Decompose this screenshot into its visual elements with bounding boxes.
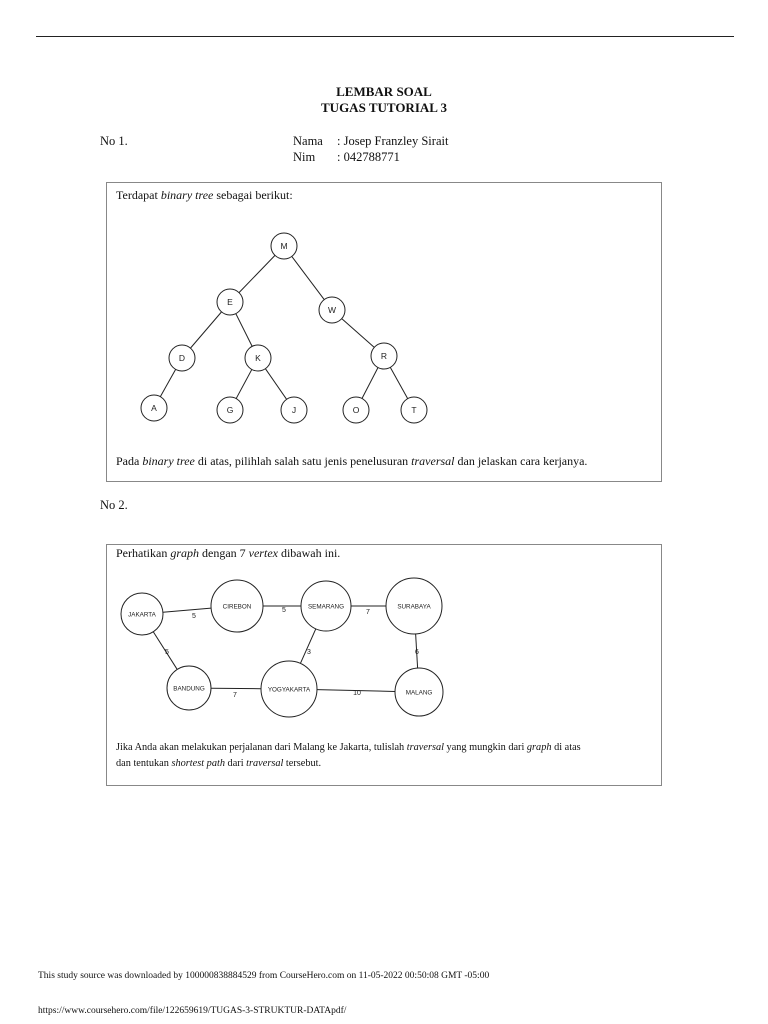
graph-edge-weight-semarang-yogyakarta: 3 xyxy=(307,649,311,656)
graph-edge-weight-yogyakarta-malang: 10 xyxy=(353,690,361,697)
tree-node-label-o: O xyxy=(352,405,360,415)
question-1-prompt: Pada binary tree di atas, pilihlah salah satu jenis penelusuran traversal dan jelaskan cara kerjanya. xyxy=(116,454,588,468)
tree-edge-r-o xyxy=(362,368,378,399)
graph-node-label-cirebon: CIREBON xyxy=(222,603,252,611)
graph-edge-weight-cirebon-semarang: 5 xyxy=(282,607,286,614)
question-1-label: No 1. xyxy=(100,134,128,148)
tree-node-label-g: G xyxy=(226,405,234,415)
tree-edge-e-d xyxy=(190,312,221,348)
download-note: This study source was downloaded by 100000838884529 from CourseHero.com on 11-05-2022 00:50:08 GMT -05:00 xyxy=(38,971,490,981)
graph-edge-weight-jakarta-bandung: 5 xyxy=(165,649,169,656)
graph-diagram xyxy=(106,544,662,729)
question-2-prompt-line-2: dan tentukan shortest path dari traversal tersebut. xyxy=(116,758,322,769)
tree-edge-k-g xyxy=(236,369,252,398)
graph-edge-weight-surabaya-malang: 6 xyxy=(415,649,419,656)
graph-edge-semarang-yogyakarta xyxy=(300,629,315,664)
nim-label: Nim xyxy=(293,150,316,164)
graph-node-label-bandung: BANDUNG xyxy=(173,685,205,693)
graph-node-label-semarang: SEMARANG xyxy=(307,603,345,611)
tree-node-label-e: E xyxy=(227,297,233,307)
tree-node-label-m: M xyxy=(280,241,288,251)
tree-edge-d-a xyxy=(160,369,175,396)
source-url: https://www.coursehero.com/file/122659619/TUGAS-3-STRUKTUR-DATApdf/ xyxy=(38,1006,347,1016)
graph-edge-weight-bandung-yogyakarta: 7 xyxy=(233,692,237,699)
title-line-2: TUGAS TUTORIAL 3 xyxy=(321,100,447,115)
tree-edge-w-r xyxy=(342,319,375,348)
graph-edge-weight-jakarta-cirebon: 5 xyxy=(192,613,196,620)
nama-label: Nama xyxy=(293,134,323,148)
question-2-prompt-line-1: Jika Anda akan melakukan perjalanan dari Malang ke Jakarta, tulislah traversal yang mungkin dari graph di atas xyxy=(116,742,581,753)
nim-value: : 042788771 xyxy=(337,150,400,164)
tree-node-label-w: W xyxy=(327,305,337,315)
binary-tree-diagram xyxy=(106,182,662,447)
tree-node-label-j: J xyxy=(291,405,297,415)
tree-node-label-a: A xyxy=(151,403,157,413)
tree-node-label-t: T xyxy=(411,405,417,415)
nama-value: : Josep Franzley Sirait xyxy=(337,134,449,148)
top-rule xyxy=(36,36,734,37)
graph-node-label-jakarta: JAKARTA xyxy=(128,611,156,619)
tree-edge-r-t xyxy=(390,367,407,398)
tree-node-label-k: K xyxy=(255,353,261,363)
question-2-label: No 2. xyxy=(100,498,128,512)
tree-edge-m-w xyxy=(292,256,324,299)
tree-edge-k-j xyxy=(265,369,286,400)
graph-node-label-surabaya: SURABAYA xyxy=(397,603,431,611)
question-2-intro: Perhatikan graph dengan 7 vertex dibawah ini. xyxy=(116,546,341,560)
tree-edge-m-e xyxy=(239,255,275,292)
title-line-1: LEMBAR SOAL xyxy=(336,84,432,99)
graph-node-label-yogyakarta: YOGYAKARTA xyxy=(267,686,311,694)
graph-edge-bandung-yogyakarta xyxy=(211,688,261,689)
graph-node-label-malang: MALANG xyxy=(405,689,433,697)
tree-node-label-d: D xyxy=(178,353,186,363)
graph-edge-jakarta-cirebon xyxy=(163,608,211,612)
tree-edge-e-k xyxy=(236,314,252,347)
tree-node-label-r: R xyxy=(380,351,388,361)
question-1-intro: Terdapat binary tree sebagai berikut: xyxy=(116,188,293,202)
graph-edge-weight-semarang-surabaya: 7 xyxy=(366,609,370,616)
